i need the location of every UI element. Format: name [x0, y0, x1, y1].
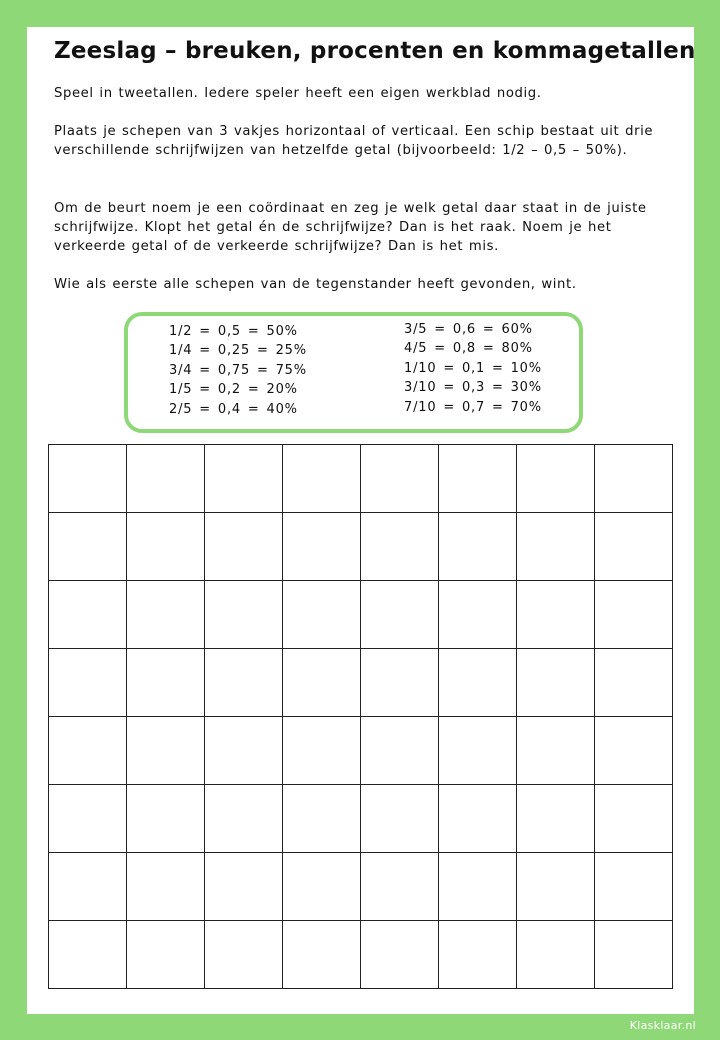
grid-cell[interactable] — [595, 649, 673, 717]
grid-cell[interactable] — [49, 513, 127, 581]
grid-cell[interactable] — [439, 921, 517, 989]
grid-cell[interactable] — [517, 853, 595, 921]
equivalent-item: 1/10 = 0,1 = 10% — [404, 360, 542, 376]
grid-row — [49, 513, 673, 581]
grid-cell[interactable] — [283, 649, 361, 717]
grid-cell[interactable] — [127, 717, 205, 785]
grid-cell[interactable] — [595, 445, 673, 513]
grid-cell[interactable] — [517, 649, 595, 717]
grid-cell[interactable] — [595, 921, 673, 989]
grid-row — [49, 445, 673, 513]
instruction-winner: Wie als eerste alle schepen van de tegenstander heeft gevonden, wint. — [54, 277, 577, 292]
grid-cell[interactable] — [49, 853, 127, 921]
grid-row — [49, 649, 673, 717]
worksheet — [27, 27, 694, 1014]
grid-row — [49, 581, 673, 649]
grid-cell[interactable] — [361, 513, 439, 581]
grid-cell[interactable] — [361, 445, 439, 513]
grid-cell[interactable] — [49, 921, 127, 989]
grid-cell[interactable] — [49, 649, 127, 717]
grid-cell[interactable] — [283, 717, 361, 785]
grid-cell[interactable] — [49, 785, 127, 853]
equivalent-item: 7/10 = 0,7 = 70% — [404, 399, 542, 415]
grid-cell[interactable] — [361, 717, 439, 785]
grid-cell[interactable] — [595, 785, 673, 853]
grid-cell[interactable] — [49, 445, 127, 513]
grid-cell[interactable] — [517, 581, 595, 649]
grid-cell[interactable] — [205, 649, 283, 717]
grid-cell[interactable] — [283, 445, 361, 513]
equivalent-item: 3/4 = 0,75 = 75% — [169, 362, 307, 378]
footer-brand: Klasklaar.nl — [629, 1019, 696, 1032]
grid-cell[interactable] — [205, 785, 283, 853]
grid-cell[interactable] — [595, 717, 673, 785]
grid-cell[interactable] — [517, 513, 595, 581]
grid-cell[interactable] — [205, 581, 283, 649]
equivalent-item: 2/5 = 0,4 = 40% — [169, 401, 298, 417]
grid-row — [49, 921, 673, 989]
grid-row — [49, 717, 673, 785]
grid-cell[interactable] — [127, 581, 205, 649]
grid-cell[interactable] — [127, 853, 205, 921]
equivalent-item: 1/5 = 0,2 = 20% — [169, 382, 298, 398]
equivalent-item: 1/4 = 0,25 = 25% — [169, 343, 307, 359]
grid-cell[interactable] — [439, 717, 517, 785]
grid-cell[interactable] — [205, 445, 283, 513]
equivalent-item: 1/2 = 0,5 = 50% — [169, 324, 298, 339]
grid-cell[interactable] — [205, 921, 283, 989]
grid-cell[interactable] — [439, 649, 517, 717]
grid-cell[interactable] — [595, 513, 673, 581]
equivalents-right-column — [404, 320, 542, 417]
grid-cell[interactable] — [127, 445, 205, 513]
grid-cell[interactable] — [127, 513, 205, 581]
grid-cell[interactable] — [595, 581, 673, 649]
instruction-players: Speel in tweetallen. Iedere speler heeft een eigen werkblad nodig. — [54, 86, 542, 101]
grid-cell[interactable] — [283, 785, 361, 853]
grid-cell[interactable] — [283, 513, 361, 581]
grid-cell[interactable] — [127, 649, 205, 717]
grid-cell[interactable] — [361, 649, 439, 717]
grid-cell[interactable] — [517, 921, 595, 989]
grid-cell[interactable] — [127, 785, 205, 853]
grid-cell[interactable] — [517, 785, 595, 853]
equivalent-item: 3/5 = 0,6 = 60% — [404, 322, 533, 337]
grid-cell[interactable] — [361, 921, 439, 989]
grid-cell[interactable] — [439, 513, 517, 581]
grid-cell[interactable] — [127, 921, 205, 989]
battleship-grid — [48, 444, 673, 989]
grid-cell[interactable] — [205, 853, 283, 921]
grid-cell[interactable] — [361, 853, 439, 921]
grid-cell[interactable] — [439, 445, 517, 513]
grid-cell[interactable] — [517, 445, 595, 513]
grid-cell[interactable] — [595, 853, 673, 921]
grid-cell[interactable] — [283, 853, 361, 921]
instruction-turns: Om de beurt noem je een coördinaat en zeg je welk getal daar staat in de juiste schrijfwijze. Klopt het getal én de schrijfwijze? Dan is het raak. Noem je het verkeerde getal of de verkeerde schrijfwijze? Dan is het mis. — [54, 201, 647, 255]
grid-cell[interactable] — [439, 853, 517, 921]
equivalents-box — [124, 312, 583, 433]
grid-row — [49, 785, 673, 853]
grid-cell[interactable] — [439, 581, 517, 649]
grid-cell[interactable] — [283, 921, 361, 989]
grid-cell[interactable] — [49, 581, 127, 649]
grid-cell[interactable] — [283, 581, 361, 649]
grid-cell[interactable] — [205, 717, 283, 785]
grid-row — [49, 853, 673, 921]
grid-cell[interactable] — [361, 581, 439, 649]
grid-cell[interactable] — [205, 513, 283, 581]
grid-cell[interactable] — [439, 785, 517, 853]
grid-cell[interactable] — [49, 717, 127, 785]
instruction-ships: Plaats je schepen van 3 vakjes horizontaal of verticaal. Een schip bestaat uit drie verschillende schrijfwijzen van hetzelfde getal (bijvoorbeeld: 1/2 – 0,5 – 50%). — [54, 124, 654, 159]
grid-cell[interactable] — [517, 717, 595, 785]
equivalent-item: 4/5 = 0,8 = 80% — [404, 341, 533, 357]
page-title: Zeeslag – breuken, procenten en kommagetallen — [54, 38, 696, 64]
equivalents-left-column — [169, 322, 307, 419]
equivalent-item: 3/10 = 0,3 = 30% — [404, 380, 542, 396]
grid-cell[interactable] — [361, 785, 439, 853]
